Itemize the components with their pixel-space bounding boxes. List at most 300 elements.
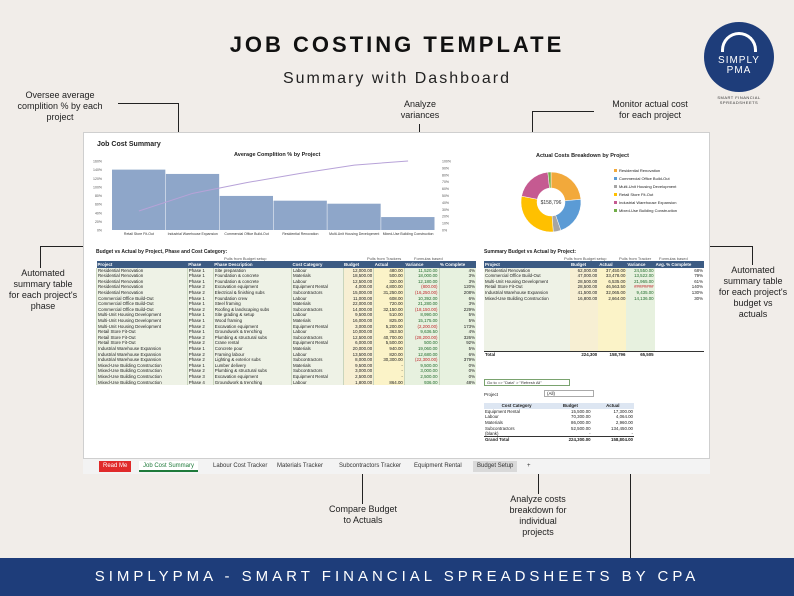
table-cell: (2,200.00) (404, 323, 439, 329)
x-tick-label: Commercial Office Build-Out (224, 232, 269, 236)
pivot-cell: 52,500.00 (571, 425, 591, 431)
y-tick-label: 40% (94, 211, 102, 216)
x-tick-label: Retail Store Fit-Out (123, 232, 154, 236)
table-cell: 4,800.00 (374, 284, 405, 290)
pivot-cell: Equipment Rental (485, 408, 520, 414)
table-cell: Excavation equipment (213, 284, 291, 290)
table-cell: Phase 1 (187, 329, 213, 335)
y2-tick-label: 70% (442, 180, 450, 185)
column-header: Project (484, 261, 570, 268)
table-cell: 4,000.00 (343, 284, 374, 290)
table-cell: (18,150.00) (404, 307, 439, 313)
table-cell: 18,000.00 (404, 273, 439, 279)
completion-bar (220, 196, 273, 230)
legend-swatch (614, 169, 617, 172)
sheet-tab[interactable]: Read Me (99, 461, 131, 472)
cost-category-pivot (484, 403, 634, 442)
table-cell: 10,392.00 (404, 295, 439, 301)
table-cell: 33,478.00 (598, 273, 626, 279)
table-cell: 14,000.00 (343, 307, 374, 313)
table-cell: Groundwork & trenching (213, 329, 291, 335)
y-tick-label: 80% (94, 194, 102, 198)
table-cell: 19,060.00 (404, 346, 439, 352)
table-cell: 229% (439, 307, 476, 313)
completion-chart-title: Average Complition % by Project (234, 152, 321, 158)
table-cell: Mixed-Use Building Construction (97, 363, 188, 369)
table-cell: 3,000.00 (343, 323, 374, 329)
table-cell: Phase 4 (187, 379, 213, 385)
table-cell: Subcontractors (291, 307, 343, 313)
table-cell: 79% (655, 273, 704, 279)
pulls-tracker-note-2: Pulls from Tracker (619, 256, 652, 261)
total-budget: 224,300 (570, 351, 598, 357)
table-cell: 3% (439, 273, 476, 279)
table-cell: Phase 2 (187, 340, 213, 346)
table-cell: (28,200.00) (404, 335, 439, 341)
table-cell: Commercial Office Build-Out (97, 307, 188, 313)
annotation-line (532, 111, 594, 112)
table-cell: Residential Renovation (97, 268, 188, 274)
table-cell: Phase 1 (187, 279, 213, 285)
table-cell: Commercial Office Build-Out (484, 273, 570, 279)
table-cell: 6% (439, 295, 476, 301)
table-cell: Subcontractors (291, 290, 343, 296)
table-cell: 12,000.00 (343, 268, 374, 274)
y-tick-label: 140% (93, 168, 102, 173)
brand-logo (704, 22, 774, 92)
table-cell: 32,065.00 (598, 290, 626, 296)
annotation-analyze-costs: Analyze costs breakdown for individual projects (509, 494, 567, 537)
completion-chart (90, 158, 470, 244)
spreadsheet-preview (83, 132, 710, 474)
table-cell: Equipment Rental (291, 323, 343, 329)
table-cell: 5,500.00 (374, 340, 405, 346)
table-cell: Lumber delivery (213, 363, 291, 369)
donut-title: Actual Costs Breakdown by Project (536, 153, 629, 159)
y-tick-label: 100% (93, 185, 102, 190)
table-cell: 15,175.00 (404, 318, 439, 324)
annotation-monitor: Monitor actual cost for each project (612, 99, 688, 120)
table-cell: 208% (439, 290, 476, 296)
y-tick-label: 20% (94, 219, 102, 224)
table-cell: 31,250.00 (374, 290, 405, 296)
table-cell: Equipment Rental (291, 340, 343, 346)
column-header: Phase Description (213, 261, 291, 268)
table-cell: Multi-Unit Housing Development (97, 312, 188, 318)
table-cell: Mixed-Use Building Construction (97, 379, 188, 385)
donut-chart (516, 167, 586, 237)
table-cell: Concrete pour (213, 346, 291, 352)
table-cell: Roofing & landscaping subs (213, 307, 291, 313)
refresh-hint: Go to => "Data" > "Refresh All" (484, 379, 570, 386)
table-cell: - (374, 368, 405, 374)
annotation-oversee: Oversee average complition % by each project (17, 90, 103, 122)
sheet-tab[interactable]: Labour Cost Tracker (213, 463, 268, 469)
table-cell: Labour (291, 295, 343, 301)
column-header: Avg. % Complete (655, 261, 704, 268)
pivot-cell: 134,450.00 (611, 425, 633, 431)
column-header: Phase (187, 261, 213, 268)
table-cell: 21,280.00 (404, 301, 439, 307)
donut-legend (614, 167, 708, 215)
y2-tick-label: 60% (442, 187, 450, 192)
table-cell: Multi-Unit Housing Development (484, 279, 570, 285)
column-header: Variance (404, 261, 439, 268)
table-cell: Retail Store Fit-Out (97, 340, 188, 346)
table-cell: 2,500.00 (343, 374, 374, 380)
pivot-cell: Materials (485, 419, 503, 425)
y-tick-label: 120% (93, 176, 102, 181)
table-cell: Labour (291, 279, 343, 285)
table-cell: Equipment Rental (291, 284, 343, 290)
table-cell: 480.00 (374, 268, 405, 274)
right-table-title: Summary Budget vs Actual by Project: (484, 249, 577, 255)
table-cell: 510.00 (374, 312, 405, 318)
table-cell: (22,300.00) (404, 357, 439, 363)
table-cell: Site grading & setup (213, 312, 291, 318)
table-cell: 820.00 (374, 351, 405, 357)
table-cell: Subcontractors (291, 357, 343, 363)
y2-tick-label: 10% (442, 221, 450, 226)
table-cell: Equipment Rental (291, 374, 343, 380)
table-cell: 47,000.00 (570, 273, 598, 279)
pivot-cell: 17,300.00 (613, 408, 633, 414)
annotation-line (40, 246, 41, 268)
table-cell: 9,636.50 (404, 329, 439, 335)
column-header: Project (97, 261, 188, 268)
table-cell: 30,300.00 (374, 357, 405, 363)
annotation-line (118, 103, 178, 104)
table-cell: 3% (439, 279, 476, 285)
y2-tick-label: 0% (442, 228, 448, 233)
table-cell: 11,000.00 (343, 295, 374, 301)
total-row (484, 351, 704, 357)
pivot-cell: Grand Total (484, 437, 549, 443)
table-cell: 40,700.00 (374, 335, 405, 341)
legend-item (614, 167, 708, 175)
table-cell: Residential Renovation (484, 268, 570, 274)
table-cell: Phase 1 (187, 312, 213, 318)
table-cell: 3,000.00 (343, 368, 374, 374)
table-cell: 864.00 (374, 379, 405, 385)
table-cell: 130% (655, 290, 704, 296)
table-cell: 10,000.00 (343, 329, 374, 335)
sheet-tab[interactable]: Budget Setup (473, 461, 517, 472)
table-cell: Foundation & concrete (213, 273, 291, 279)
table-cell: 5% (439, 312, 476, 318)
annotation-auto-right: Automated summary table for each project's budget vs actuals (718, 265, 788, 319)
table-cell: Residential Renovation (97, 279, 188, 285)
table-cell: Residential Renovation (97, 290, 188, 296)
table-cell: Excavation equipment (213, 374, 291, 380)
annotation-compare: Compare Budget to Actuals (328, 504, 398, 525)
y2-tick-label: 20% (442, 214, 450, 219)
table-cell: Phase 2 (187, 290, 213, 296)
pivot-cell: Labour (485, 414, 499, 420)
x-tick-label: Industrial Warehouse Expansion (167, 232, 218, 236)
column-header: Actual (598, 261, 626, 268)
table-cell: Phase 2 (187, 323, 213, 329)
table-cell: 5,200.00 (374, 323, 405, 329)
table-cell: Phase 1 (187, 363, 213, 369)
table-cell: Materials (291, 346, 343, 352)
table-cell: Commercial Office Build-Out (97, 295, 188, 301)
logo-tagline: SMART FINANCIAL SPREADSHEETS (717, 95, 761, 105)
table-cell: 41,500.00 (570, 290, 598, 296)
table-cell: 32,150.00 (374, 307, 405, 313)
table-cell: Labour (291, 379, 343, 385)
sheet-tab[interactable]: Job Cost Summary (139, 461, 198, 472)
table-cell (655, 351, 704, 357)
table-cell: 30% (655, 295, 704, 301)
table-cell: 4% (439, 329, 476, 335)
table-cell: Lighting & exterior subs (213, 357, 291, 363)
table-cell: 500.00 (374, 273, 405, 279)
sheet-tab[interactable]: + (527, 463, 531, 469)
table-cell: 28,500.00 (570, 284, 598, 290)
table-cell: 173% (439, 323, 476, 329)
table-cell: 11,520.00 (404, 268, 439, 274)
legend-swatch (614, 209, 617, 212)
table-cell: 6,000.00 (343, 340, 374, 346)
table-cell: Residential Renovation (97, 284, 188, 290)
pivot-header: Budget (549, 403, 591, 409)
table-cell: - (374, 363, 405, 369)
table-cell: Mixed-Use Building Construction (97, 368, 188, 374)
table-cell: Phase 1 (187, 346, 213, 352)
table-cell: Phase 1 (187, 273, 213, 279)
table-cell: 3,000.00 (404, 368, 439, 374)
table-cell: 6,535.00 (598, 279, 626, 285)
column-header: Variance (626, 261, 654, 268)
table-cell: Multi-Unit Housing Development (97, 323, 188, 329)
table-cell: 20,000.00 (343, 346, 374, 352)
column-header: % Complete (439, 261, 476, 268)
table-cell: 9,500.00 (404, 363, 439, 369)
table-cell: Phase 2 (187, 357, 213, 363)
table-cell: Phase 2 (187, 307, 213, 313)
y2-tick-label: 50% (442, 194, 450, 198)
table-cell: 0% (439, 368, 476, 374)
table-cell: 5% (439, 318, 476, 324)
pivot-cell: - (631, 430, 633, 436)
donut-slice (551, 172, 581, 201)
y-tick-label: 160% (93, 159, 102, 164)
table-row (97, 379, 477, 385)
table-cell: Phase 1 (187, 268, 213, 274)
table-cell: 1,800.00 (343, 379, 374, 385)
table-cell: Phase 1 (187, 295, 213, 301)
table-cell: 4% (439, 268, 476, 274)
table-cell: Labour (291, 312, 343, 318)
completion-bar (327, 204, 380, 230)
table-cell: (16,250.00) (404, 290, 439, 296)
table-cell: - (374, 374, 405, 380)
table-cell: 8,990.00 (404, 312, 439, 318)
table-cell: Industrial Warehouse Expansion (97, 351, 188, 357)
table-cell: Crane rental (213, 340, 291, 346)
table-cell: 48% (439, 379, 476, 385)
table-cell: Multi-Unit Housing Development (97, 318, 188, 324)
table-cell: Residential Renovation (97, 273, 188, 279)
legend-swatch (614, 185, 617, 188)
table-cell: 8,000.00 (343, 357, 374, 363)
pivot-cell: - (589, 430, 591, 436)
table-cell: Steel framing (213, 301, 291, 307)
column-header: Budget (343, 261, 374, 268)
table-cell: 24,550.00 (626, 268, 654, 274)
table-cell: Electrical & finishing subs (213, 290, 291, 296)
table-cell: 92% (439, 340, 476, 346)
pivot-cell: 224,300.00 (549, 437, 591, 443)
table-cell: Materials (291, 273, 343, 279)
column-header: Budget (570, 261, 598, 268)
table-cell: Phase 1 (187, 301, 213, 307)
annotation-auto-left: Automated summary table for each project's phase (8, 268, 78, 311)
table-cell: Plumbing & structural subs (213, 335, 291, 341)
table-cell: Wood framing (213, 318, 291, 324)
sheet-tab[interactable]: Materials Tracker (277, 463, 324, 469)
table-cell: Industrial Warehouse Expansion (97, 357, 188, 363)
table-cell: 13,522.00 (626, 273, 654, 279)
table-cell: 3% (439, 301, 476, 307)
pivot-header: Actual (592, 403, 634, 409)
table-cell: 0% (439, 374, 476, 380)
table-cell: (800.00) (404, 284, 439, 290)
table-cell: Retail Store Fit-Out (97, 329, 188, 335)
x-tick-label: Multi-Unit Housing Development (329, 232, 380, 236)
project-summary-table (484, 261, 704, 357)
table-cell: 16,800.00 (570, 295, 598, 301)
table-cell: Mixed-Use Building Construction (484, 295, 570, 301)
table-cell: 12,500.00 (343, 279, 374, 285)
summary-title: Job Cost Summary (97, 141, 161, 148)
table-cell: Groundwork & trenching (213, 379, 291, 385)
total-actual: 158,796 (598, 351, 626, 357)
y2-tick-label: 100% (442, 159, 451, 164)
table-cell: Industrial Warehouse Expansion (97, 346, 188, 352)
table-cell: Labour (291, 351, 343, 357)
x-tick-label: Residential Renovation (282, 232, 319, 236)
table-cell: 21,965.00 (626, 279, 654, 285)
table-cell: 363.50 (374, 329, 405, 335)
table-cell: Mixed-Use Building Construction (97, 374, 188, 380)
total-variance: 65,505 (626, 351, 654, 357)
table-cell: 12,680.00 (404, 351, 439, 357)
y-tick-label: 0% (96, 228, 102, 233)
table-cell: Phase 2 (187, 335, 213, 341)
table-cell: 320.00 (374, 279, 405, 285)
legend-item (614, 199, 708, 207)
table-cell: 2,500.00 (404, 374, 439, 380)
table-cell: 12,500.00 (343, 335, 374, 341)
table-cell: 326% (439, 335, 476, 341)
table-cell: Commercial Office Build-Out (97, 301, 188, 307)
legend-label: Mixed-Use Building Construction (619, 208, 678, 213)
completion-bar (112, 170, 165, 230)
table-cell: 16,000.00 (343, 318, 374, 324)
pivot-row (484, 437, 634, 443)
table-cell: 6% (439, 351, 476, 357)
table-cell: 22,000.00 (343, 301, 374, 307)
table-cell: Labour (291, 329, 343, 335)
table-cell: 18,500.00 (343, 273, 374, 279)
logo-text: SIMPLY PMA (718, 55, 760, 76)
table-cell: Industrial Warehouse Expansion (484, 290, 570, 296)
completion-bar (274, 201, 327, 230)
pivot-cell: 86,000.00 (571, 419, 591, 425)
sheet-tab[interactable]: Equipment Rental (414, 463, 462, 469)
pivot-cell: 2,960.00 (615, 419, 633, 425)
table-cell: 0% (439, 363, 476, 369)
x-tick-label: Mixed-Use Building Construction (382, 232, 434, 236)
legend-swatch (614, 193, 617, 196)
project-filter-select[interactable]: (All) (544, 390, 594, 397)
pulls-budget-note: Pulls from Budget setup (224, 256, 267, 261)
page-title: JOB COSTING TEMPLATE (229, 32, 565, 57)
phase-summary-table (96, 261, 476, 385)
table-cell: Labour (291, 268, 343, 274)
table-cell: 28,500.00 (570, 279, 598, 285)
table-cell: Excavation equipment (213, 323, 291, 329)
table-cell: Materials (291, 363, 343, 369)
table-cell: 13,500.00 (343, 351, 374, 357)
table-cell: Phase 2 (187, 284, 213, 290)
donut-slice (522, 172, 550, 199)
legend-label: Multi-Unit Housing Development (619, 184, 677, 189)
footer-banner: SIMPLYPMA - SMART FINANCIAL SPREADSHEETS BY CPA (0, 558, 794, 596)
legend-label: Industrial Warehouse Expansion (619, 200, 677, 205)
table-cell: Retail Store Fit-Out (97, 335, 188, 341)
table-cell: 37,450.00 (598, 268, 626, 274)
table-cell: 720.00 (374, 301, 405, 307)
table-cell: Plumbing & structural subs (213, 368, 291, 374)
pulls-budget-note-2: Pulls from Budget setup (564, 256, 607, 261)
annotation-line (752, 246, 753, 265)
pivot-cell: Subcontractors (485, 425, 515, 431)
formulas-note: Formulas based (414, 256, 443, 261)
table-cell: Site preparation (213, 268, 291, 274)
page-subtitle: Summary with Dashboard (282, 70, 512, 87)
column-header: Actual (374, 261, 405, 268)
table-cell: 379% (439, 357, 476, 363)
sheet-tab-bar (83, 458, 710, 474)
table-cell: Phase 2 (187, 351, 213, 357)
table-cell: Foundation crew (213, 295, 291, 301)
table-cell: 68% (655, 268, 704, 274)
annotation-analyze: Analyze variances (400, 99, 440, 120)
table-cell: 62,000.00 (570, 268, 598, 274)
sheet-tab[interactable]: Subcontractors Tracker (339, 463, 402, 469)
table-cell: 140% (655, 284, 704, 290)
legend-item (614, 207, 708, 215)
table-cell: Subcontractors (291, 368, 343, 374)
pivot-cell: 70,300.00 (571, 414, 591, 420)
project-filter-label: Project (484, 392, 499, 397)
completion-bar (381, 217, 434, 230)
donut-center-label: $158,796 (540, 200, 562, 206)
table-cell: 12,180.00 (404, 279, 439, 285)
y2-tick-label: 90% (442, 166, 450, 171)
legend-item (614, 183, 708, 191)
pivot-header: Cost Category (484, 403, 549, 409)
table-cell: 9,500.00 (343, 363, 374, 369)
table-cell: Phase 3 (187, 374, 213, 380)
pivot-cell: 4,064.00 (615, 414, 633, 420)
table-cell: 46,563.50 (598, 284, 626, 290)
table-cell: 15,000.00 (343, 290, 374, 296)
completion-bar (166, 174, 219, 230)
